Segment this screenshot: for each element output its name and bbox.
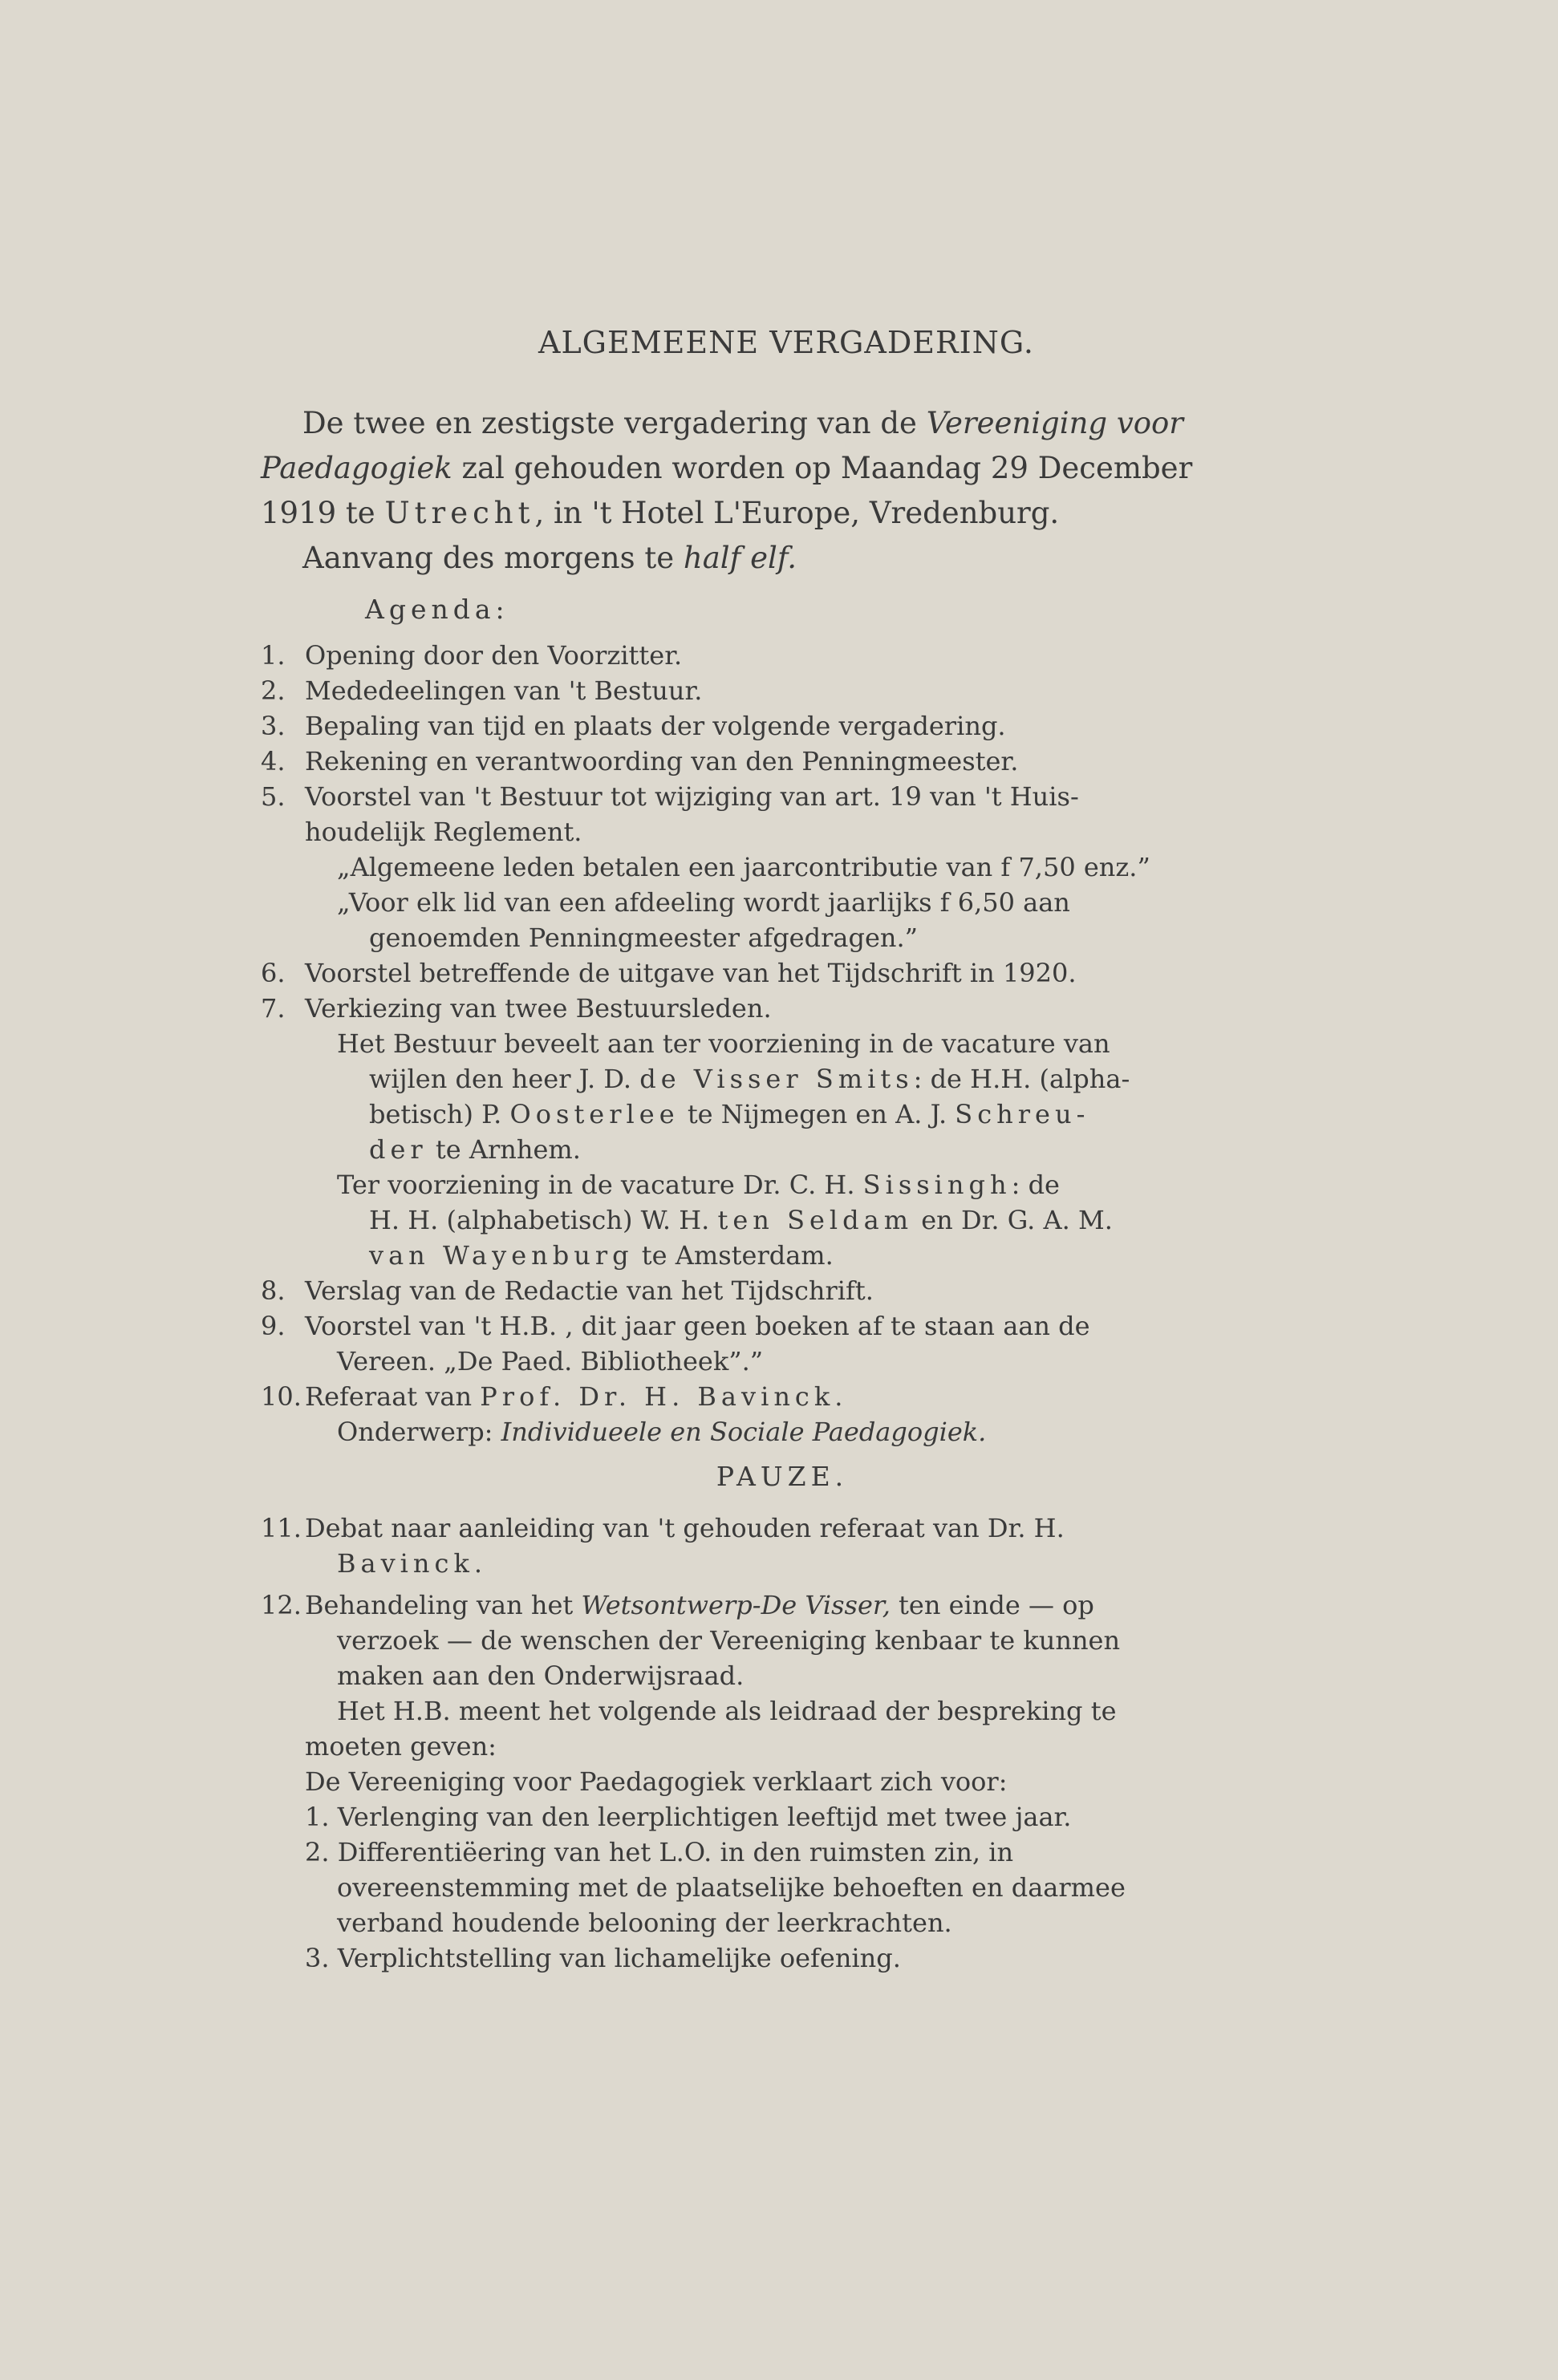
bill-title: Wetsontwerp-De Visser, (581, 1590, 891, 1620)
item-text: Verslag van de Redactie van het Tijdschrift. (305, 1275, 874, 1306)
sub-item-2-cont: overeenstemming met de plaatselijke behoeften en daarmee (337, 1872, 1126, 1903)
person-name: ten Seldam (717, 1205, 914, 1235)
item-sub: verzoek — de wenschen der Vereeniging kenbaar te kunnen (337, 1625, 1121, 1656)
agenda-item-10 (261, 1379, 1272, 1449)
sub-item-3: 3. Verplichtstelling van lichamelijke oefening. (305, 1943, 901, 1973)
person-name: van Wayenburg (369, 1240, 634, 1271)
agenda-item-7 (261, 991, 1272, 1273)
item-text-part: Behandeling van het (305, 1590, 582, 1620)
item-text: Vereen. „De Paed. Bibliotheek”.” (337, 1346, 764, 1377)
item-number: 10. (261, 1381, 302, 1412)
item-number: 12. (261, 1590, 302, 1620)
item-number: 9. (261, 1311, 286, 1341)
item-sub (337, 1167, 1272, 1202)
item-text: Verkiezing van twee Bestuursleden. (305, 993, 772, 1024)
intro-text: Aanvang des morgens te (302, 541, 684, 575)
sub-item-1: 1. Verlenging van den leerplichtigen leeftijd met twee jaar. (305, 1802, 1072, 1832)
item-text: Voorstel van 't H.B. , dit jaar geen boeken af te staan aan de (305, 1311, 1090, 1341)
item-number: 11. (261, 1513, 302, 1543)
item-sub: Het Bestuur beveelt aan ter voorziening in de vacature van (337, 1028, 1110, 1059)
sub-text: H. H. (alphabetisch) W. H. (369, 1205, 718, 1235)
intro-emphasis: half elf. (683, 541, 797, 575)
item-quote: „Voor elk lid van een afdeeling wordt jaarlijks f 6,50 aan (337, 887, 1070, 918)
agenda-item-1 (261, 638, 1272, 673)
agenda-item-3 (261, 708, 1272, 744)
item-sub (337, 1414, 1272, 1449)
item-text: Mededeelingen van 't Bestuur. (305, 675, 703, 706)
item-number: 4. (261, 746, 286, 776)
item-number: 3. (261, 711, 286, 741)
sub-text: en Dr. G. A. M. (913, 1205, 1113, 1235)
item-number: 8. (261, 1275, 286, 1306)
intro-text: zal gehouden worden op Maandag 29 December (452, 451, 1193, 485)
agenda-item-4 (261, 744, 1272, 779)
item-number: 1. (261, 640, 286, 671)
person-name: de Visser Smits (639, 1064, 914, 1094)
item-text: Opening door den Voorzitter. (305, 640, 683, 671)
item-sub: Het H.B. meent het volgende als leidraad der bespreking te (337, 1696, 1117, 1726)
sub-text: te Nijmegen en A. J. (679, 1099, 955, 1129)
sub-text: : de H.H. (alpha- (913, 1064, 1130, 1094)
sub-text: betisch) P. (369, 1099, 510, 1129)
agenda-item-6 (261, 955, 1272, 991)
agenda-item-9 (261, 1308, 1272, 1379)
sub-text: wijlen den heer J. D. (369, 1064, 640, 1094)
pause-heading: PAUZE. (716, 1461, 849, 1492)
agenda-item-12 (261, 1587, 1272, 1976)
person-name: Sissingh (862, 1170, 1012, 1200)
person-name: Oosterlee (509, 1099, 680, 1129)
item-text: Voorstel van 't Bestuur tot wijziging van art. 19 van 't Huis- (305, 781, 1079, 812)
sub-text: Ter voorziening in de vacature Dr. C. H. (337, 1170, 863, 1200)
item-sub: moeten geven: (305, 1731, 497, 1762)
person-name: Prof. Dr. H. Bavinck. (480, 1381, 848, 1412)
sub-item-2: 2. Differentiëering van het L.O. in den ruimsten zin, in (305, 1837, 1014, 1867)
intro-text: 1919 te (261, 496, 385, 530)
intro-text: , in 't Hotel L'Europe, Vredenburg. (534, 496, 1060, 530)
sub-item-2-cont: verband houdende belooning der leerkrachten. (337, 1908, 952, 1938)
person-name: Bavinck. (337, 1548, 487, 1579)
sub-text: Onderwerp: (337, 1417, 501, 1447)
sub-text: : de (1011, 1170, 1060, 1200)
document-title: ALGEMEENE VERGADERING. (538, 325, 1034, 360)
intro-city: Utrecht (384, 496, 535, 530)
sub-text: te Amsterdam. (633, 1240, 834, 1271)
person-name: der (369, 1134, 428, 1165)
agenda-item-2 (261, 673, 1272, 708)
subject-title: Individueele en Sociale Paedagogiek. (501, 1417, 987, 1447)
intro-text: De twee en zestigste vergadering van de (302, 406, 927, 440)
item-text: Rekening en verantwoording van den Penningmeester. (305, 746, 1019, 776)
agenda-item-8 (261, 1273, 1272, 1308)
item-number: 6. (261, 958, 286, 988)
agenda-item-11 (261, 1510, 1272, 1581)
intro-paragraph (261, 401, 1272, 581)
item-number: 7. (261, 993, 286, 1024)
item-number: 5. (261, 781, 286, 812)
item-sub (369, 1202, 1272, 1238)
item-sub: maken aan den Onderwijsraad. (337, 1660, 745, 1691)
item-sub (369, 1132, 1272, 1167)
item-text: Debat naar aanleiding van 't gehouden referaat van Dr. H. (305, 1513, 1065, 1543)
item-text (305, 1587, 1272, 1623)
item-quote: genoemden Penningmeester afgedragen.” (369, 922, 919, 953)
person-name: Schreu- (955, 1099, 1090, 1129)
item-text-part: Referaat van (305, 1381, 481, 1412)
item-sub (369, 1238, 1272, 1273)
item-sub: De Vereeniging voor Paedagogiek verklaart zich voor: (305, 1766, 1008, 1797)
item-text: Bepaling van tijd en plaats der volgende vergadering. (305, 711, 1006, 741)
item-text-part: ten einde — op (890, 1590, 1094, 1620)
item-text (305, 1379, 1272, 1414)
agenda-label: Agenda: (365, 594, 509, 625)
intro-emphasis: Paedagogiek (261, 451, 452, 485)
item-text: houdelijk Reglement. (305, 817, 582, 847)
agenda-item-5 (261, 779, 1272, 955)
intro-emphasis: Vereeniging voor (926, 406, 1183, 440)
sub-text: te Arnhem. (427, 1134, 581, 1165)
item-text: Voorstel betreffende de uitgave van het Tijdschrift in 1920. (305, 958, 1077, 988)
item-sub (369, 1061, 1272, 1097)
item-number: 2. (261, 675, 286, 706)
agenda-list (261, 638, 1272, 1976)
item-sub (369, 1097, 1272, 1132)
item-quote: „Algemeene leden betalen een jaarcontributie van f 7,50 enz.” (337, 852, 1150, 882)
